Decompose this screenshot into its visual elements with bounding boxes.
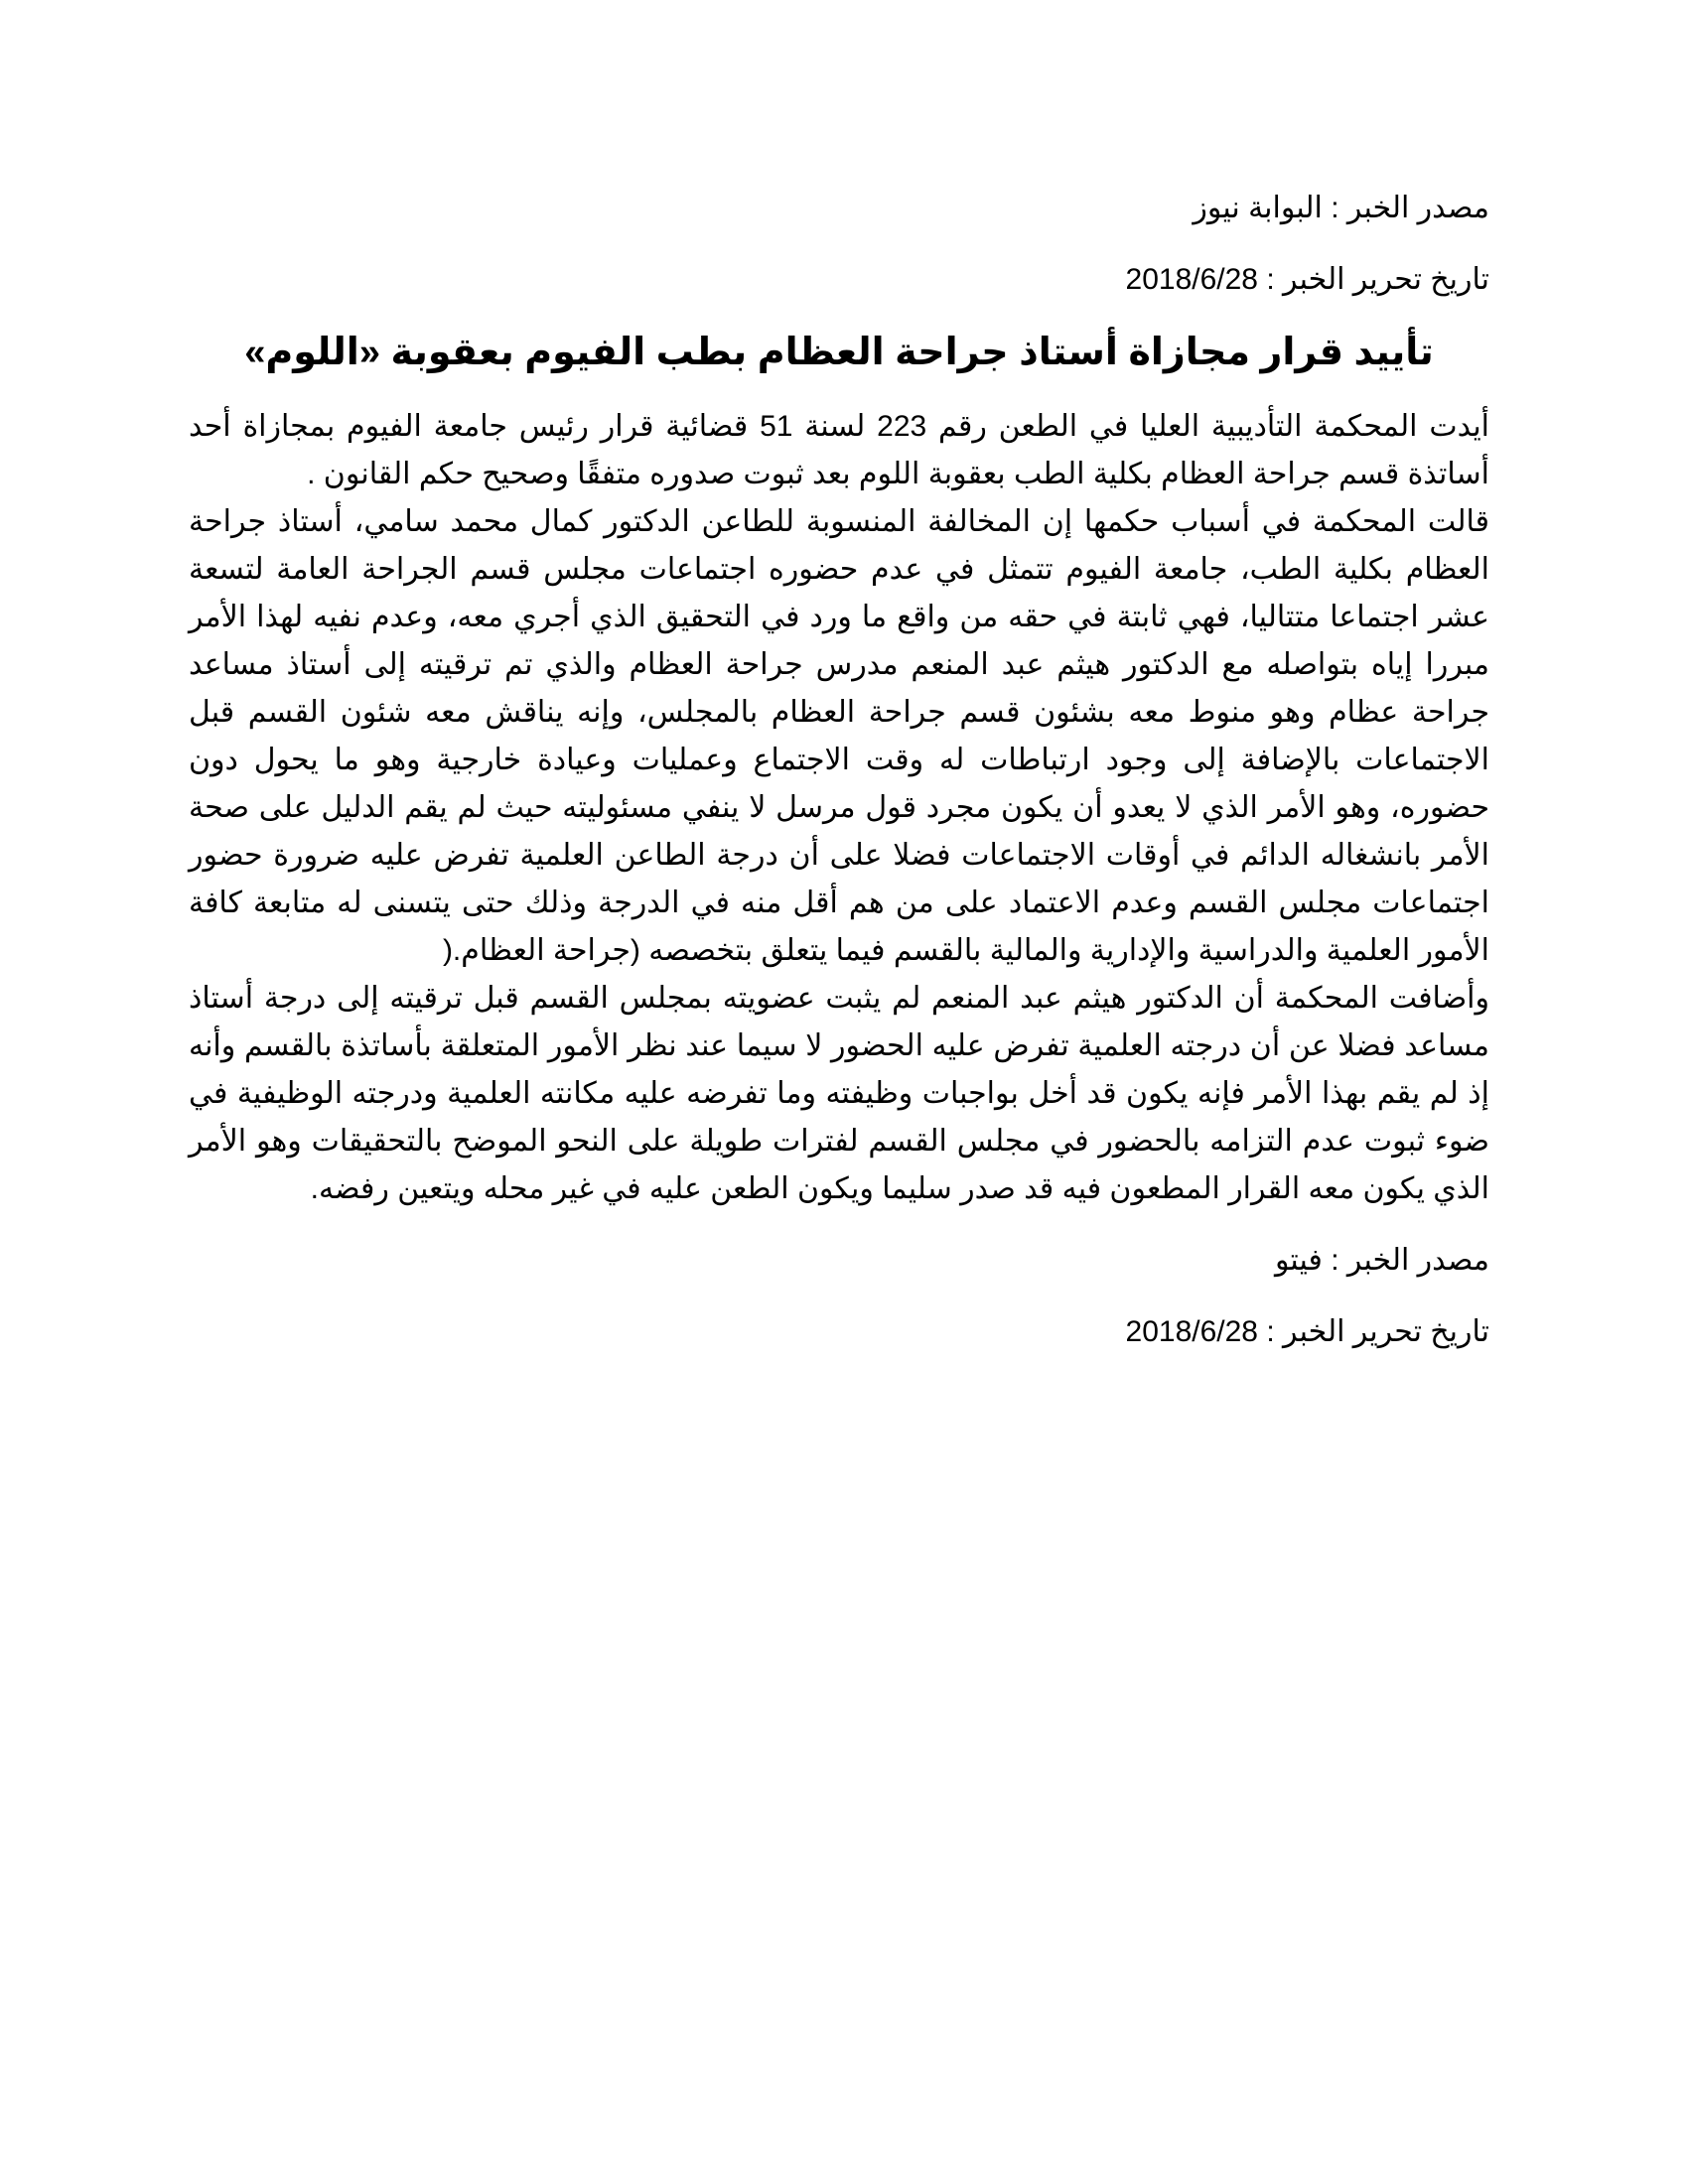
footer-news-source-text: مصدر الخبر : فيتو <box>1274 1244 1489 1277</box>
news-source-text: مصدر الخبر : البوابة نيوز <box>1193 192 1489 224</box>
edit-date-label: تاريخ تحرير الخبر : <box>1266 263 1489 296</box>
article-body <box>189 403 1489 1213</box>
news-source <box>189 187 1489 230</box>
article-title: تأييد قرار مجازاة أستاذ جراحة العظام بطب الفيوم بعقوبة «اللوم» <box>244 332 1434 373</box>
edit-date <box>189 258 1489 302</box>
document-content <box>189 187 1489 1380</box>
footer-edit-date-label: تاريخ تحرير الخبر : <box>1266 1315 1489 1348</box>
article-paragraph: أيدت المحكمة التأديبية العليا في الطعن رقم 223 لسنة 51 قضائية قرار رئيس جامعة الفيوم بمجازاة أحد أساتذة قسم جراحة العظام بكلية الطب بعقوبة اللوم بعد ثبوت صدوره متفقًا وصحيح حكم القانون . <box>189 410 1490 490</box>
article-paragraph: قالت المحكمة في أسباب حكمها إن المخالفة المنسوبة للطاعن الدكتور كمال محمد سامي، أستاذ جراحة العظام بكلية الطب، جامعة الفيوم تتمثل في عدم حضوره اجتماعات مجلس قسم الجراحة العامة لتسعة عشر اجتماعا متتاليا، فهي ثابتة في حقه من واقع ما ورد في التحقيق الذي أجري معه، وعدم نفيه لهذا الأمر مبررا إياه بتواصله مع الدكتور هيثم عبد المنعم مدرس جراحة العظام والذي تم ترقيته إلى أستاذ مساعد جراحة عظام وهو منوط معه بشئون قسم جراحة العظام بالمجلس، وإنه يناقش معه شئون القسم قبل الاجتماعات بالإضافة إلى وجود ارتباطات له وقت الاجتماع وعمليات وعيادة خارجية وهو ما يحول دون حضوره، وهو الأمر الذي لا يعدو أن يكون مجرد قول مرسل لا ينفي مسئوليته حيث لم يقم الدليل على صحة الأمر بانشغاله الدائم في أوقات الاجتماعات فضلا على أن درجة الطاعن العلمية تفرض عليه ضرورة حضور اجتماعات مجلس القسم وعدم الاعتماد على من هم أقل منه في الدرجة وذلك حتى يتسنى له متابعة كافة الأمور العلمية والدراسية والإدارية والمالية بالقسم فيما يتعلق بتخصصه (جراحة العظام.( <box>189 505 1489 967</box>
footer-edit-date-value: 2018/6/28 <box>1125 1315 1258 1348</box>
footer-edit-date <box>189 1310 1489 1354</box>
edit-date-value: 2018/6/28 <box>1125 263 1258 296</box>
footer-news-source <box>189 1239 1489 1283</box>
article-paragraph: وأضافت المحكمة أن الدكتور هيثم عبد المنعم لم يثبت عضويته بمجلس القسم قبل ترقيته إلى درجة أستاذ مساعد فضلا عن أن درجته العلمية تفرض عليه الحضور لا سيما عند نظر الأمور المتعلقة بأساتذة بالقسم وأنه إذ لم يقم بهذا الأمر فإنه يكون قد أخل بواجبات وظيفته وما تفرضه عليه مكانته العلمية ودرجته الوظيفية في ضوء ثبوت عدم التزامه بالحضور في مجلس القسم لفترات طويلة على النحو الموضح بالتحقيقات وهو الأمر الذي يكون معه القرار المطعون فيه قد صدر سليما ويكون الطعن عليه في غير محله ويتعين رفضه. <box>189 982 1490 1205</box>
